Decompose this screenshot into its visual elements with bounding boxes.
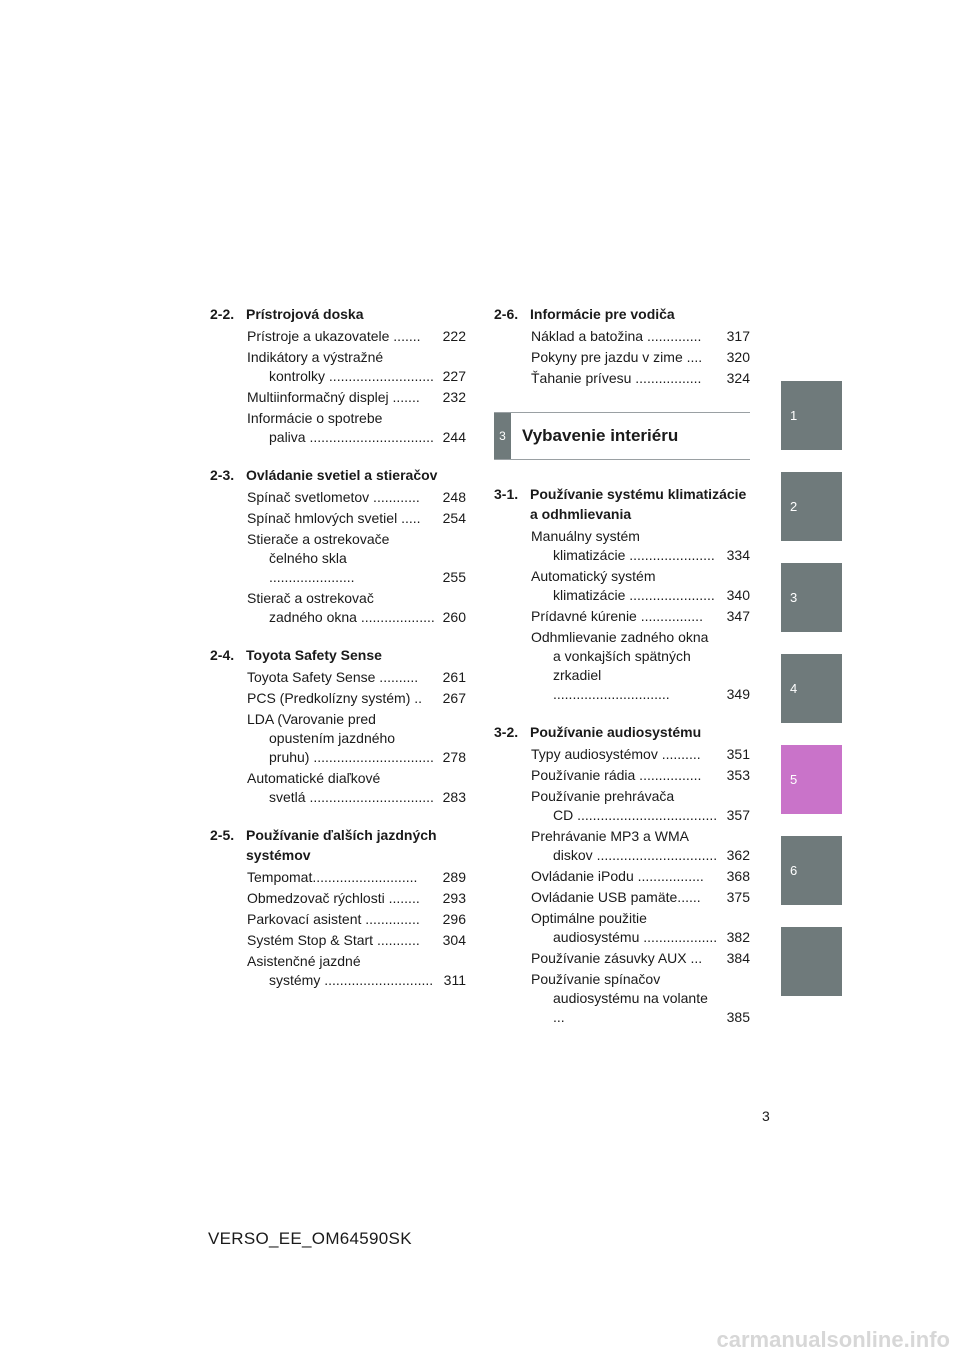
chapter-tab-2[interactable]: 2 bbox=[781, 472, 842, 541]
toc-entry[interactable] bbox=[531, 970, 750, 1027]
section-number: 2-2. bbox=[210, 306, 235, 322]
entry-title-line: zrkadiel .............................. bbox=[553, 667, 670, 702]
chapter-tab-index[interactable] bbox=[781, 927, 842, 996]
section-number: 2-6. bbox=[494, 306, 519, 322]
toc-entry[interactable] bbox=[531, 766, 750, 785]
toc-entry[interactable] bbox=[531, 888, 750, 907]
section-heading[interactable] bbox=[210, 463, 466, 488]
entry-title-line: Automatické diaľkové bbox=[247, 770, 381, 786]
entry-title-line: Používanie prehrávača bbox=[531, 788, 675, 804]
section-heading[interactable] bbox=[210, 302, 466, 327]
entry-page-number: 351 bbox=[726, 746, 750, 762]
toc-entry[interactable] bbox=[531, 628, 750, 704]
toc-entry[interactable] bbox=[247, 589, 466, 627]
entry-page-number: 357 bbox=[726, 807, 750, 823]
toc-entry[interactable] bbox=[531, 327, 750, 346]
entry-page-number: 296 bbox=[442, 911, 466, 927]
toc-entry[interactable] bbox=[531, 745, 750, 764]
section-items bbox=[210, 868, 466, 990]
entry-page-number: 324 bbox=[726, 370, 750, 386]
section-number: 2-4. bbox=[210, 647, 235, 663]
toc-entry[interactable] bbox=[247, 889, 466, 908]
toc-section bbox=[210, 463, 466, 627]
chapter-tabs bbox=[781, 381, 842, 1018]
entry-page-number: 283 bbox=[442, 789, 466, 805]
entry-page-number: 244 bbox=[442, 429, 466, 445]
entry-title-line: Prehrávanie MP3 a WMA bbox=[531, 828, 689, 844]
toc-entry[interactable] bbox=[247, 710, 466, 767]
chapter-tab-3[interactable]: 3 bbox=[781, 563, 842, 632]
toc-entry[interactable] bbox=[247, 952, 466, 990]
toc-entry[interactable] bbox=[247, 327, 466, 346]
toc-entry[interactable] bbox=[531, 348, 750, 367]
entry-title-line: Asistenčné jazdné bbox=[247, 953, 361, 969]
toc-entry[interactable] bbox=[531, 949, 750, 968]
entry-page-number: 254 bbox=[442, 510, 466, 526]
entry-title-line: Parkovací asistent .............. bbox=[247, 911, 420, 927]
entry-title-line: Typy audiosystémov .......... bbox=[531, 746, 701, 762]
toc-entry[interactable] bbox=[247, 668, 466, 687]
chapter-tab-5[interactable]: 5 bbox=[781, 745, 842, 814]
entry-title-line: Náklad a batožina .............. bbox=[531, 328, 702, 344]
toc-entry[interactable] bbox=[247, 931, 466, 950]
entry-title-line: Optimálne použitie bbox=[531, 910, 647, 926]
entry-title-line: Ovládanie iPodu ................. bbox=[531, 868, 704, 884]
section-items bbox=[210, 668, 466, 807]
toc-section bbox=[210, 643, 466, 807]
entry-page-number: 382 bbox=[726, 929, 750, 945]
entry-page-number: 227 bbox=[442, 368, 466, 384]
watermark: carmanualsonline.info bbox=[716, 1327, 950, 1352]
entry-title-line: Prídavné kúrenie ................ bbox=[531, 608, 703, 624]
section-title: Používanie ďalších jazdných systémov bbox=[246, 827, 437, 863]
toc-entry[interactable] bbox=[247, 488, 466, 507]
section-title: Toyota Safety Sense bbox=[246, 647, 382, 663]
chapter-tab-1[interactable]: 1 bbox=[781, 381, 842, 450]
section-title: Ovládanie svetiel a stieračov bbox=[246, 467, 438, 483]
entry-title-line: kontrolky ........................... bbox=[269, 368, 434, 384]
chapter-number: 3 bbox=[494, 413, 511, 459]
toc-entry[interactable] bbox=[247, 769, 466, 807]
entry-title-line: Systém Stop & Start ........... bbox=[247, 932, 420, 948]
toc-entry[interactable] bbox=[531, 567, 750, 605]
entry-title-line: Automatický systém bbox=[531, 568, 656, 584]
entry-title-line: klimatizácie ...................... bbox=[553, 547, 715, 563]
entry-title-line: Indikátory a výstražné bbox=[247, 349, 384, 365]
entry-page-number: 384 bbox=[726, 950, 750, 966]
toc-entry[interactable] bbox=[247, 388, 466, 407]
entry-page-number: 289 bbox=[442, 869, 466, 885]
entry-page-number: 311 bbox=[443, 972, 466, 988]
entry-page-number: 261 bbox=[442, 669, 466, 685]
entry-title-line: Toyota Safety Sense .......... bbox=[247, 669, 419, 685]
entry-page-number: 349 bbox=[726, 686, 750, 702]
toc-section bbox=[494, 302, 750, 388]
entry-title-line: Informácie o spotrebe bbox=[247, 410, 383, 426]
entry-title-line: audiosystému na volante ... bbox=[553, 990, 708, 1025]
entry-title-line: Prístroje a ukazovatele ....... bbox=[247, 328, 421, 344]
entry-title-line: Tempomat........................... bbox=[247, 869, 418, 885]
section-items bbox=[494, 527, 750, 704]
entry-title-line: svetlá ................................ bbox=[269, 789, 434, 805]
entry-title-line: Používanie spínačov bbox=[531, 971, 661, 987]
entry-title-line: LDA (Varovanie pred bbox=[247, 711, 376, 727]
section-items bbox=[210, 488, 466, 627]
toc-entry[interactable] bbox=[531, 867, 750, 886]
entry-title-line: Multiinformačný displej ....... bbox=[247, 389, 420, 405]
toc-right-column bbox=[494, 302, 750, 1043]
chapter-tab-6[interactable]: 6 bbox=[781, 836, 842, 905]
entry-page-number: 347 bbox=[726, 608, 750, 624]
entry-title-line: pruhu) ............................... bbox=[269, 749, 434, 765]
entry-title-line: Stierač a ostrekovač bbox=[247, 590, 374, 606]
entry-page-number: 248 bbox=[442, 489, 466, 505]
entry-page-number: 375 bbox=[726, 889, 750, 905]
section-number: 2-3. bbox=[210, 467, 235, 483]
entry-page-number: 385 bbox=[726, 1009, 750, 1025]
toc-entry[interactable] bbox=[531, 369, 750, 388]
toc-section bbox=[494, 482, 750, 704]
entry-page-number: 340 bbox=[726, 587, 750, 603]
entry-title-line: PCS (Predkolízny systém) .. bbox=[247, 690, 423, 706]
section-heading[interactable] bbox=[210, 643, 466, 668]
toc-entry[interactable] bbox=[247, 910, 466, 929]
toc-entry[interactable] bbox=[247, 348, 466, 386]
toc-entry[interactable] bbox=[531, 909, 750, 947]
section-number: 3-2. bbox=[494, 724, 519, 740]
entry-title-line: CD .................................... bbox=[553, 807, 718, 823]
toc-section bbox=[210, 823, 466, 990]
entry-title-line: diskov ............................... bbox=[553, 847, 718, 863]
entry-title-line: systémy ............................ bbox=[269, 972, 434, 988]
section-heading[interactable] bbox=[494, 720, 750, 745]
entry-title-line: Používanie rádia ................ bbox=[531, 767, 702, 783]
section-title: Používanie audiosystému bbox=[530, 724, 702, 740]
entry-title-line: Používanie zásuvky AUX ... bbox=[531, 950, 703, 966]
entry-page-number: 320 bbox=[726, 349, 750, 365]
entry-title-line: a vonkajších spätných bbox=[553, 648, 691, 664]
entry-title-line: Ovládanie USB pamäte...... bbox=[531, 889, 701, 905]
chapter-tab-4[interactable]: 4 bbox=[781, 654, 842, 723]
toc-entry[interactable] bbox=[247, 868, 466, 887]
entry-title-line: paliva ................................ bbox=[269, 429, 434, 445]
entry-title-line: zadného okna ................... bbox=[269, 609, 435, 625]
entry-title-line: Stierače a ostrekovače bbox=[247, 531, 390, 547]
chapter-title: Vybavenie interiéru bbox=[522, 426, 679, 445]
section-title: Používanie systému klimatizácie a odhmlievania bbox=[530, 486, 747, 522]
entry-page-number: 267 bbox=[442, 690, 466, 706]
entry-title-line: čelného skla ...................... bbox=[269, 550, 355, 585]
section-heading[interactable] bbox=[494, 302, 750, 327]
entry-page-number: 222 bbox=[442, 328, 466, 344]
toc-entry[interactable] bbox=[531, 607, 750, 626]
section-items bbox=[494, 745, 750, 1027]
entry-title-line: Ťahanie prívesu ................. bbox=[531, 370, 702, 386]
section-title: Informácie pre vodiča bbox=[530, 306, 675, 322]
page-number: 3 bbox=[762, 1108, 770, 1124]
entry-page-number: 353 bbox=[726, 767, 750, 783]
section-number: 2-5. bbox=[210, 827, 235, 843]
entry-page-number: 368 bbox=[726, 868, 750, 884]
entry-title-line: klimatizácie ...................... bbox=[553, 587, 715, 603]
section-items bbox=[210, 327, 466, 447]
entry-title-line: Obmedzovač rýchlosti ........ bbox=[247, 890, 420, 906]
section-number: 3-1. bbox=[494, 486, 519, 502]
toc-entry[interactable] bbox=[247, 509, 466, 528]
entry-page-number: 278 bbox=[442, 749, 466, 765]
entry-title-line: Manuálny systém bbox=[531, 528, 640, 544]
entry-page-number: 362 bbox=[726, 847, 750, 863]
entry-page-number: 260 bbox=[442, 609, 466, 625]
toc-entry[interactable] bbox=[531, 527, 750, 565]
entry-page-number: 255 bbox=[442, 569, 466, 585]
entry-page-number: 293 bbox=[442, 890, 466, 906]
section-heading[interactable] bbox=[210, 823, 466, 868]
section-title: Prístrojová doska bbox=[246, 306, 364, 322]
entry-page-number: 334 bbox=[726, 547, 750, 563]
toc-entry[interactable] bbox=[531, 827, 750, 865]
entry-page-number: 232 bbox=[442, 389, 466, 405]
entry-title-line: Spínač svetlometov ............ bbox=[247, 489, 420, 505]
entry-title-line: Odhmlievanie zadného okna bbox=[531, 629, 709, 645]
chapter-banner[interactable] bbox=[494, 412, 750, 460]
toc-entry[interactable] bbox=[247, 689, 466, 708]
entry-title-line: Pokyny pre jazdu v zime .... bbox=[531, 349, 703, 365]
document-code: VERSO_EE_OM64590SK bbox=[208, 1229, 412, 1248]
entry-title-line: audiosystému ................... bbox=[553, 929, 718, 945]
toc-section bbox=[494, 720, 750, 1027]
entry-page-number: 304 bbox=[442, 932, 466, 948]
toc-left-column bbox=[210, 302, 466, 1006]
toc-entry[interactable] bbox=[247, 409, 466, 447]
toc-section bbox=[210, 302, 466, 447]
section-heading[interactable] bbox=[494, 482, 750, 527]
toc-entry[interactable] bbox=[247, 530, 466, 587]
entry-title-line: opustením jazdného bbox=[269, 730, 396, 746]
section-items bbox=[494, 327, 750, 388]
entry-page-number: 317 bbox=[726, 328, 750, 344]
entry-title-line: Spínač hmlových svetiel ..... bbox=[247, 510, 421, 526]
toc-entry[interactable] bbox=[531, 787, 750, 825]
